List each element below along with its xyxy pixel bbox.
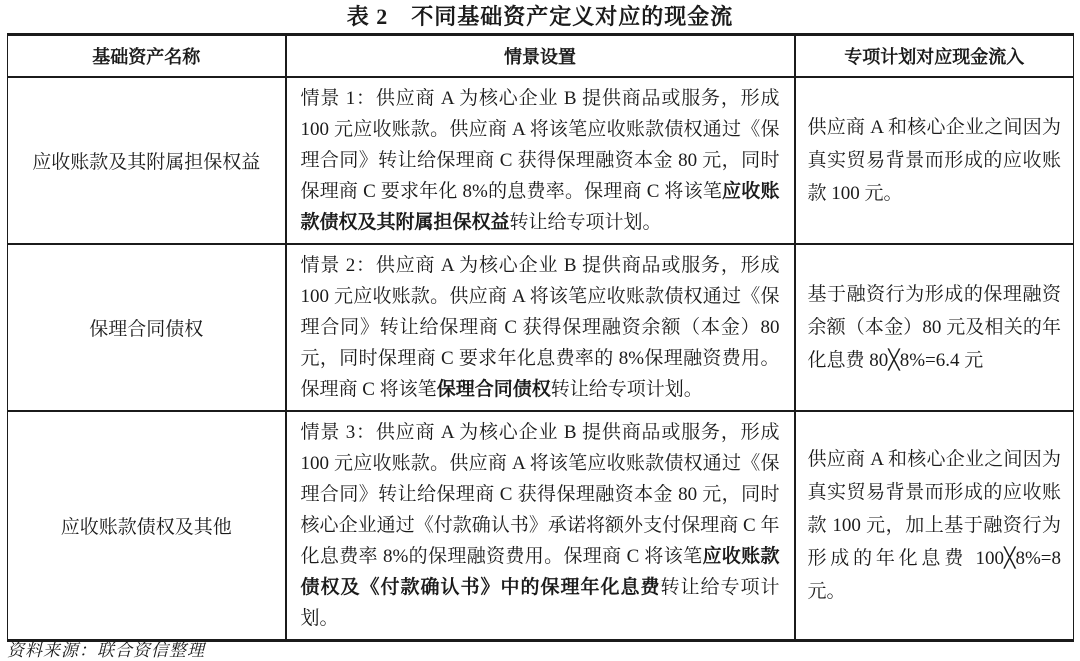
col-header-cash-inflow: 专项计划对应现金流入 xyxy=(795,35,1074,77)
col-header-scenario: 情景设置 xyxy=(286,35,795,77)
table-row xyxy=(8,244,1074,411)
source-note: 资料来源：联合资信整理 xyxy=(7,641,205,660)
cash-inflow-cell: 供应商 A 和核心企业之间因为真实贸易背景而形成的应收账款 100 元。 xyxy=(795,77,1074,244)
header-row xyxy=(8,35,1074,77)
table-row xyxy=(8,77,1074,244)
scenario-cell: 情景 3：供应商 A 为核心企业 B 提供商品或服务，形成 100 元应收账款。供应商 A 将该笔应收账款债权通过《保理合同》转让给保理商 C 获得保理融资本金 80 元，同时核心企业通过《付款确认书》承诺将额外支付保理商 C 年化息费率 8%的保理融资费用。保理商 C 将该笔应收账款债权及《付款确认书》中的保理年化息费转让给专项计划。 xyxy=(286,411,795,641)
scenario-cell: 情景 1：供应商 A 为核心企业 B 提供商品或服务，形成 100 元应收账款。供应商 A 将该笔应收账款债权通过《保理合同》转让给保理商 C 获得保理融资本金 80 元，同时保理商 C 要求年化 8%的息费率。保理商 C 将该笔应收账款债权及其附属担保权益转让给专项计划。 xyxy=(286,77,795,244)
table-title: 表 2 不同基础资产定义对应的现金流 xyxy=(346,4,734,29)
table-row xyxy=(8,411,1074,641)
cashflow-table xyxy=(7,33,1074,642)
cash-inflow-cell: 供应商 A 和核心企业之间因为真实贸易背景而形成的应收账款 100 元，加上基于融资行为形成的年化息费 100╳8%=8 元。 xyxy=(795,411,1074,641)
asset-name-cell: 保理合同债权 xyxy=(8,244,286,411)
scenario-cell: 情景 2：供应商 A 为核心企业 B 提供商品或服务，形成 100 元应收账款。供应商 A 将该笔应收账款债权通过《保理合同》转让给保理商 C 获得保理融资余额（本金）80 元，同时保理商 C 要求年化息费率的 8%保理融资费用。保理商 C 将该笔保理合同债权转让给专项计划。 xyxy=(286,244,795,411)
asset-name-cell: 应收账款及其附属担保权益 xyxy=(8,77,286,244)
cash-inflow-cell: 基于融资行为形成的保理融资余额（本金）80 元及相关的年化息费 80╳8%=6.4 元 xyxy=(795,244,1074,411)
asset-name-cell: 应收账款债权及其他 xyxy=(8,411,286,641)
col-header-asset-name: 基础资产名称 xyxy=(8,35,286,77)
